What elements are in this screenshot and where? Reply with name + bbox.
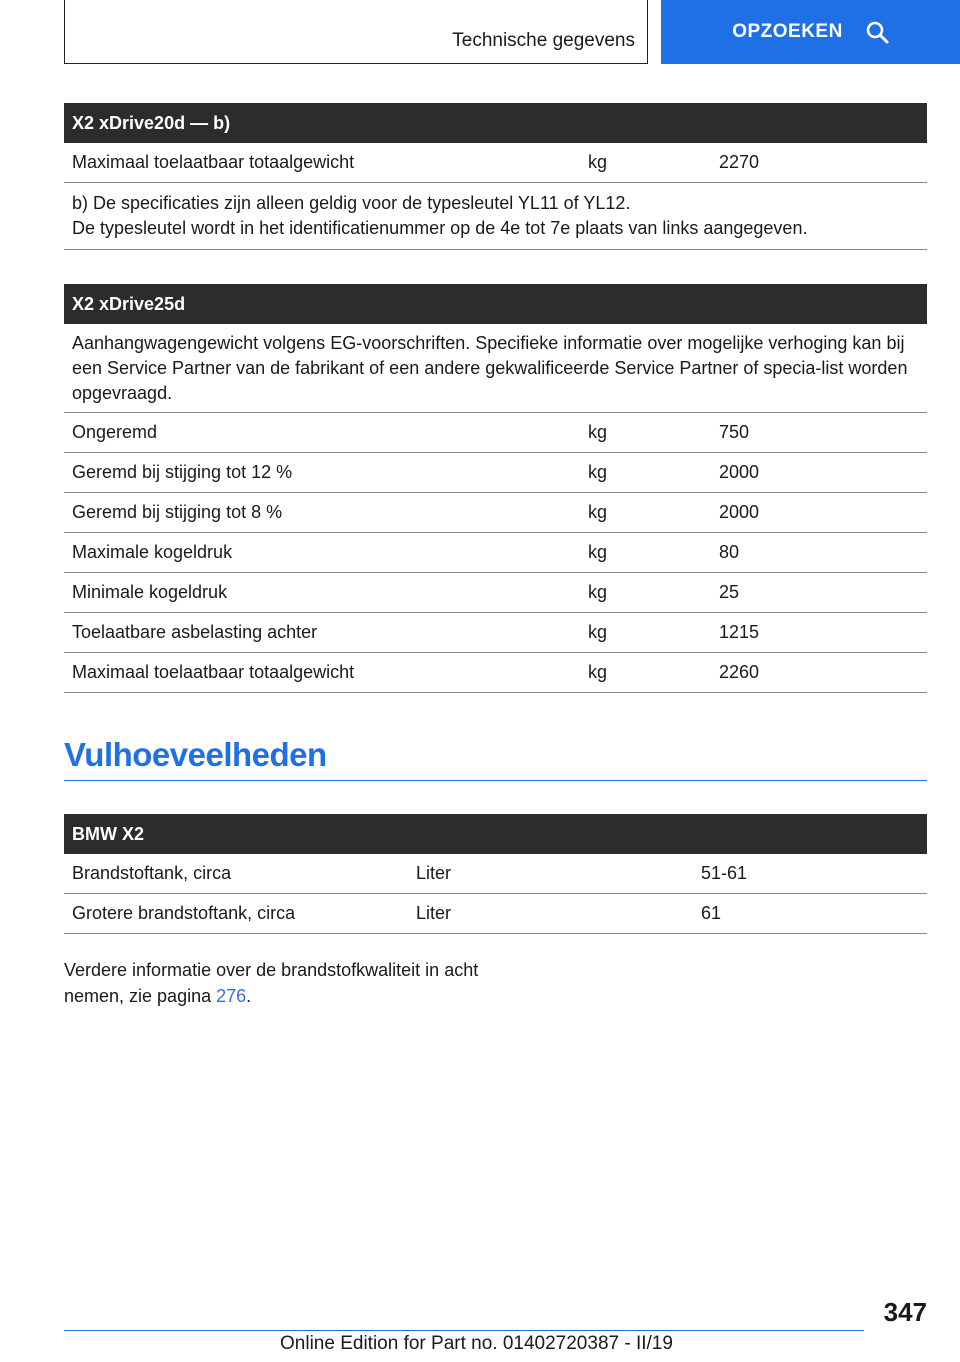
- row-label: Geremd bij stijging tot 12 %: [72, 462, 293, 482]
- row-unit: kg: [588, 622, 608, 642]
- info-text-end: .: [246, 986, 252, 1006]
- table-row: [64, 854, 927, 894]
- row-value: 51-61: [701, 863, 748, 883]
- spec-table-xdrive25d: [64, 284, 927, 693]
- row-unit: kg: [588, 662, 608, 682]
- row-unit: kg: [588, 152, 608, 172]
- table-row: [64, 143, 927, 183]
- footnote-line: b) De specificaties zijn alleen geldig voor de typesleutel YL11 of YL12.: [72, 193, 631, 213]
- row-label: Toelaatbare asbelasting achter: [72, 622, 318, 642]
- row-unit: kg: [588, 542, 608, 562]
- edition-text: Online Edition for Part no. 01402720387 - II/19: [280, 1333, 673, 1354]
- row-label: Maximaal toelaatbaar totaalgewicht: [72, 152, 355, 172]
- info-text: Verdere informatie over de brandstofkwaliteit in acht nemen, zie pagina: [64, 960, 479, 1006]
- table-footnote: [64, 183, 927, 250]
- table-intro: [64, 324, 927, 413]
- row-label: Maximale kogeldruk: [72, 542, 233, 562]
- row-value: 2000: [719, 462, 760, 482]
- table-row: [64, 413, 927, 453]
- table-row: [64, 453, 927, 493]
- row-label: Ongeremd: [72, 422, 158, 442]
- table-row: [64, 533, 927, 573]
- section-heading: Vulhoeveelheden: [64, 736, 927, 781]
- fuel-quality-note: [64, 957, 484, 1009]
- table-header: X2 xDrive20d — b): [64, 103, 927, 143]
- row-unit: Liter: [416, 863, 452, 883]
- row-value: 1215: [719, 622, 760, 642]
- footer-divider: [64, 1330, 864, 1331]
- spec-table-xdrive20d: [64, 103, 927, 250]
- section-title: Technische gegevens: [452, 30, 635, 51]
- table-row: [64, 573, 927, 613]
- row-unit: Liter: [416, 903, 452, 923]
- fill-capacity-table: [64, 814, 927, 934]
- search-button[interactable]: [661, 0, 960, 64]
- row-label: Maximaal toelaatbaar totaalgewicht: [72, 662, 355, 682]
- search-icon: [865, 20, 889, 44]
- table-header: X2 xDrive25d: [64, 284, 927, 324]
- row-value: 750: [719, 422, 750, 442]
- row-label: Minimale kogeldruk: [72, 582, 228, 602]
- header-section-tab: [64, 0, 648, 64]
- table-row: [64, 653, 927, 693]
- table-row: [64, 894, 927, 934]
- page-number: 347: [883, 1297, 927, 1327]
- table-header: BMW X2: [64, 814, 927, 854]
- row-value: 25: [719, 582, 740, 602]
- row-unit: kg: [588, 502, 608, 522]
- page-reference-link[interactable]: 276: [216, 986, 247, 1006]
- row-label: Brandstoftank, circa: [72, 863, 232, 883]
- footnote-line: De typesleutel wordt in het identificatienummer op de 4e tot 7e plaats van links aangegeven.: [72, 218, 808, 238]
- row-value: 2270: [719, 152, 760, 172]
- search-label: OPZOEKEN: [732, 21, 843, 42]
- table-row: [64, 613, 927, 653]
- row-unit: kg: [588, 462, 608, 482]
- row-label: Grotere brandstoftank, circa: [72, 903, 296, 923]
- row-value: 2000: [719, 502, 760, 522]
- row-value: 61: [701, 903, 722, 923]
- row-value: 80: [719, 542, 740, 562]
- row-value: 2260: [719, 662, 760, 682]
- row-unit: kg: [588, 582, 608, 602]
- intro-text: Aanhangwagengewicht volgens EG-voorschriften. Specifieke informatie over mogelijke verhoging kan bij een Service Partner van de fabrikant of een andere gekwalificeerde Service Partner of specia-list worden opgevraagd.: [72, 333, 908, 403]
- row-unit: kg: [588, 422, 608, 442]
- row-label: Geremd bij stijging tot 8 %: [72, 502, 283, 522]
- table-row: [64, 493, 927, 533]
